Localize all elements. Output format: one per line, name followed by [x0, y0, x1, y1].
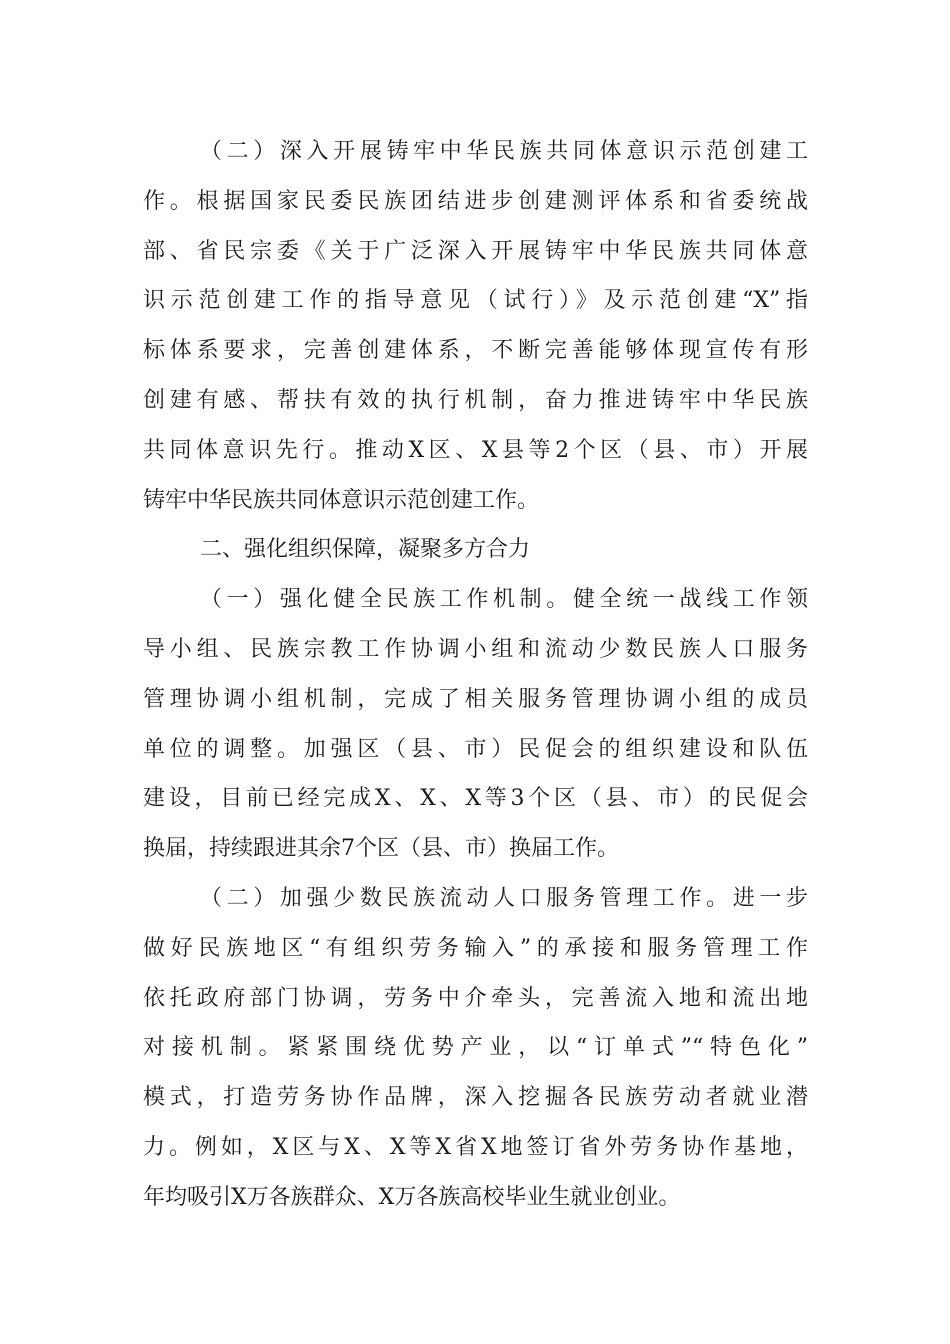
paragraph-2-line-6: 换届，持续跟进其余7个区（县、市）换届工作。	[143, 836, 619, 862]
paragraph-2-line-2: 导小组、民族宗教工作协调小组和流动少数民族人口服务	[143, 636, 808, 662]
paragraph-1-line-2: 作。根据国家民委民族团结进步创建测评体系和省委统战	[143, 188, 808, 214]
document-body	[143, 127, 808, 1223]
paragraph-1-line-8: 铸牢中华民族共同体意识示范创建工作。	[143, 487, 540, 513]
paragraph-1-line-5: 标体系要求，完善创建体系，不断完善能够体现宣传有形	[143, 338, 808, 364]
paragraph-1-line-4: 识示范创建工作的指导意见（试行）》及示范创建“X”指	[143, 288, 808, 314]
paragraph-3-line-7: 年均吸引X万各族群众、X万各族高校毕业生就业创业。	[143, 1184, 681, 1210]
paragraph-1-line-1: （二）深入开展铸牢中华民族共同体意识示范创建工	[200, 139, 808, 164]
paragraph-2-line-3: 管理协调小组机制，完成了相关服务管理协调小组的成员	[143, 686, 808, 712]
paragraph-1-line-7: 共同体意识先行。推动X区、X县等2个区（县、市）开展	[143, 437, 808, 463]
paragraph-3-line-5: 模式，打造劳务协作品牌，深入挖掘各民族劳动者就业潜	[143, 1085, 808, 1111]
paragraph-2-line-5: 建设，目前已经完成X、X、X等3个区（县、市）的民促会	[143, 786, 808, 812]
paragraph-3-line-3: 依托政府部门协调，劳务中介牵头，完善流入地和流出地	[143, 985, 808, 1011]
paragraph-3-line-2: 做好民族地区“有组织劳务输入”的承接和服务管理工作	[143, 935, 808, 961]
paragraph-1-line-3: 部、省民宗委《关于广泛深入开展铸牢中华民族共同体意	[143, 238, 808, 264]
paragraph-2-line-1: （一）强化健全民族工作机制。健全统一战线工作领	[200, 587, 808, 613]
paragraph-3-line-6: 力。例如，X区与X、X等X省X地签订省外劳务协作基地，	[143, 1134, 808, 1160]
paragraph-2-line-4: 单位的调整。加强区（县、市）民促会的组织建设和队伍	[143, 736, 808, 762]
section-heading: 二、强化组织保障，凝聚多方合力	[200, 537, 531, 563]
paragraph-1-line-6: 创建有感、帮扶有效的执行机制，奋力推进铸牢中华民族	[143, 387, 808, 413]
paragraph-3-line-1: （二）加强少数民族流动人口服务管理工作。进一步	[200, 885, 808, 911]
paragraph-3-line-4: 对接机制。紧紧围绕优势产业，以“订单式”“特色化”	[143, 1035, 808, 1061]
